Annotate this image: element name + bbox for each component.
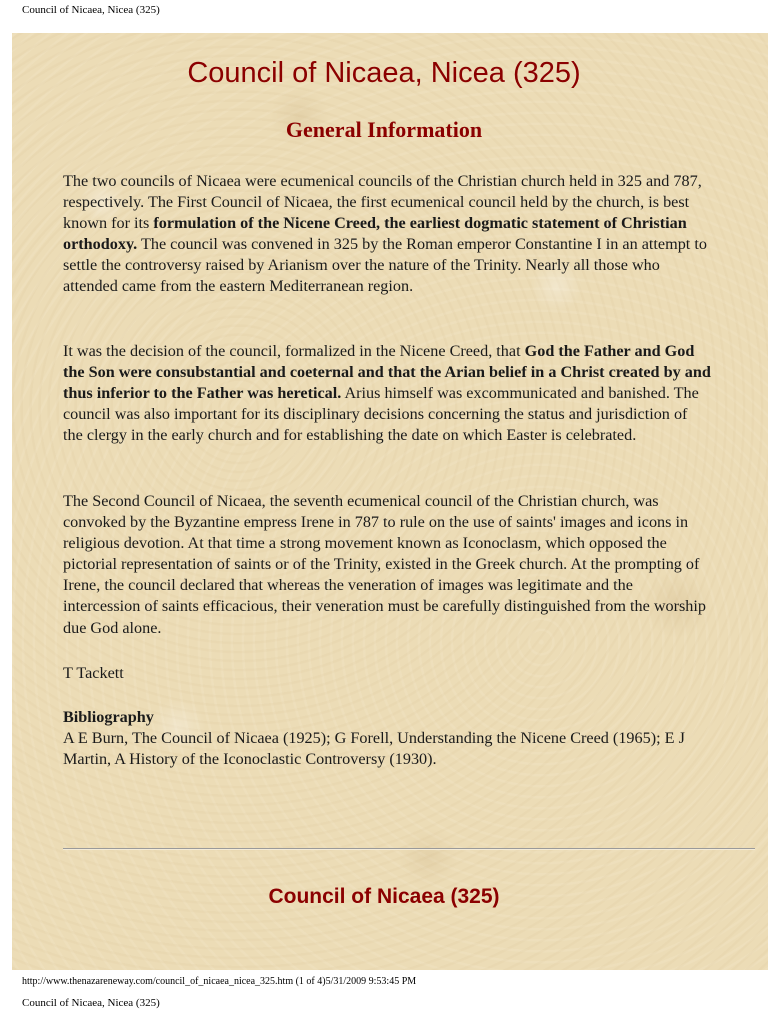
horizontal-divider — [63, 848, 755, 850]
parchment-background — [12, 33, 768, 970]
paragraph-first-council — [63, 171, 711, 298]
page-title: Council of Nicaea, Nicea (325) — [187, 57, 581, 89]
paragraph-council-decision — [63, 341, 711, 446]
paragraph-text: The council was convened in 325 by the Roman emperor Constantine I in an attempt to settle the controversy raised by Arianism over the nature of the Trinity. Nearly all those who attended came from the eastern Mediterranean region. — [63, 235, 707, 296]
paragraph-text: Arius himself was excommunicated and banished. The council was also important for its disciplinary decisions concerning the status and jurisdiction of the clergy in the early church and for establishing the date on which Easter is celebrated. — [63, 384, 699, 445]
print-header-next-page: Council of Nicaea, Nicea (325) — [22, 997, 160, 1009]
section-title-council-325: Council of Nicaea (325) — [268, 885, 500, 908]
author-credit: T Tackett — [63, 664, 124, 682]
print-header: Council of Nicaea, Nicea (325) — [22, 4, 160, 16]
paragraph-text: The two councils of Nicaea were ecumenical councils of the Christian church held in 325 and 787, respectively. The First Council of Nicaea, the first ecumenical council held by the church, is best known for its — [63, 172, 702, 233]
paragraph-text: It was the decision of the council, formalized in the Nicene Creed, that — [63, 342, 525, 360]
paragraph-emphasis: God the Father and God the Son were consubstantial and coeternal and that the Arian belief in a Christ created by and thus inferior to the Father was heretical. — [63, 342, 711, 403]
paragraph-second-council: The Second Council of Nicaea, the seventh ecumenical council of the Christian church, was convoked by the Byzantine empress Irene in 787 to rule on the use of saints' images and icons in religious devotion. At that time a strong movement known as Iconoclasm, which opposed the pictorial representation of saints or of the Trinity, existed in the Greek church. At the prompting of Irene, the council declared that whereas the veneration of images was legitimate and the intercession of saints efficacious, their veneration must be carefully distinguished from the worship due God alone. — [63, 492, 706, 637]
bibliography-text: A E Burn, The Council of Nicaea (1925); G Forell, Understanding the Nicene Creed (1965); E J Martin, A History of the Iconoclastic Controversy (1930). — [63, 729, 685, 769]
section-subtitle: General Information — [285, 117, 483, 142]
print-footer-url: http://www.thenazareneway.com/council_of_nicaea_nicea_325.htm (1 of 4)5/31/2009 9:53:45 PM — [22, 976, 417, 987]
paragraph-emphasis: formulation of the Nicene Creed, the earliest dogmatic statement of Christian orthodoxy. — [63, 214, 687, 254]
bibliography-heading: Bibliography — [63, 708, 154, 726]
